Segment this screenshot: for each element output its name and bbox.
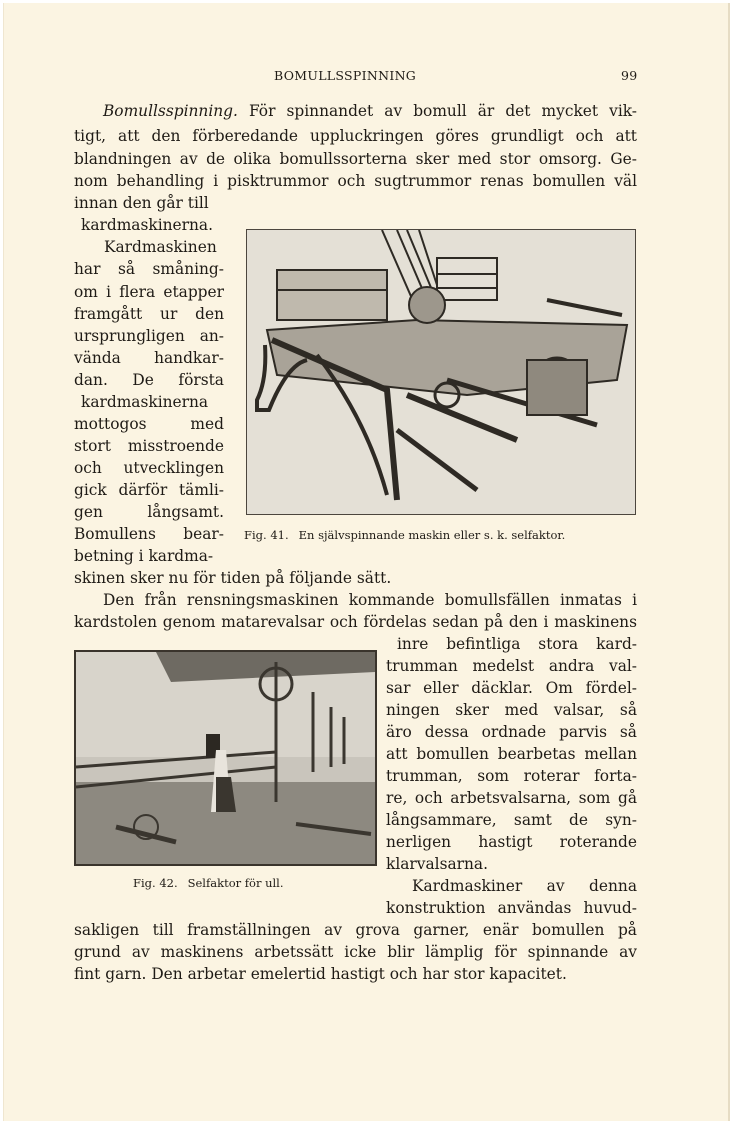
wool-mill-photo-illustration (76, 652, 375, 864)
text-line: gick därför tämli- (74, 481, 224, 499)
page-number: 99 (621, 68, 638, 83)
text-line: vända handkar- (74, 349, 224, 367)
section-heading: Bomullsspinning. (103, 102, 238, 120)
text-line: Den från rensningsmaskinen kommande bomullsfällen inmatas i (103, 591, 637, 609)
selfactor-machine-illustration (247, 230, 635, 514)
text-line: Kardmaskinen (104, 238, 217, 256)
text-line: Kardmaskiner av denna (412, 877, 637, 895)
text-line: inre befintliga stora kard- (397, 635, 637, 653)
text-line: långsammare, samt de syn- (386, 811, 637, 829)
text-line: dan. De första (74, 371, 224, 389)
text-line: om i flera etapper (74, 283, 224, 301)
running-head (0, 68, 730, 86)
figure-42-caption: Fig. 42. Selfaktor för ull. (133, 876, 284, 890)
text-line: gen långsamt. (74, 503, 224, 521)
text-line: skinen sker nu för tiden på följande sätt. (74, 569, 392, 587)
text-line: Bomullens bear- (74, 525, 224, 543)
text-line: kardmaskinerna. (81, 216, 213, 234)
text-line: trumman medelst andra val- (386, 657, 637, 675)
text-line: blandningen av de olika bomullssorterna sker med stor omsorg. Ge- (74, 150, 637, 168)
text-line: betning i kardma- (74, 547, 214, 565)
figure-41-caption: Fig. 41. En självspinnande maskin eller s. k. selfaktor. (244, 528, 566, 542)
running-title: BOMULLSSPINNING (274, 68, 417, 83)
text-line: grund av maskinens arbetssätt icke blir lämplig för spinnande av (74, 943, 637, 961)
text-line: re, och arbetsvalsarna, som gå (386, 789, 637, 807)
text-line: kardstolen genom matarevalsar och fördelas sedan på den i maskinens (74, 613, 637, 631)
text-line: sakligen till framställningen av grova garner, enär bomullen på (74, 921, 637, 939)
text-line: kardmaskinerna (81, 393, 209, 411)
text-line: ursprungligen an- (74, 327, 224, 345)
text-line: att bomullen bearbetas mellan (386, 745, 637, 763)
text-line: framgått ur den (74, 305, 224, 323)
text-line: Bomullsspinning. För spinnandet av bomull är det mycket vik- (103, 102, 637, 120)
text-line: stort misstroende (74, 437, 224, 455)
text-line: tigt, att den förberedande uppluckringen göres grundligt och att (74, 127, 637, 145)
figure-42-wool-selfactor-image (74, 650, 377, 866)
text-line: har så småning- (74, 260, 224, 278)
text-line: äro dessa ordnade parvis så (386, 723, 637, 741)
text-line: sar eller däcklar. Om fördel- (386, 679, 637, 697)
figure-number: Fig. 41. (244, 528, 289, 542)
text-line: konstruktion användas huvud- (386, 899, 637, 917)
figure-number: Fig. 42. (133, 876, 178, 890)
text-line: fint garn. Den arbetar emelertid hastigt och har stor kapacitet. (74, 965, 567, 983)
text-line: mottogos med (74, 415, 224, 433)
figure-41-selfactor-image (246, 229, 636, 515)
text-line: nom behandling i pisktrummor och sugtrummor renas bomullen väl (74, 172, 637, 190)
text-line: klarvalsarna. (386, 855, 488, 873)
text-line: och utvecklingen (74, 459, 224, 477)
text-line: trumman, som roterar forta- (386, 767, 637, 785)
text-line: innan den går till (74, 194, 209, 212)
text-line: ningen sker med valsar, så (386, 701, 637, 719)
text-line: nerligen hastigt roterande (386, 833, 637, 851)
